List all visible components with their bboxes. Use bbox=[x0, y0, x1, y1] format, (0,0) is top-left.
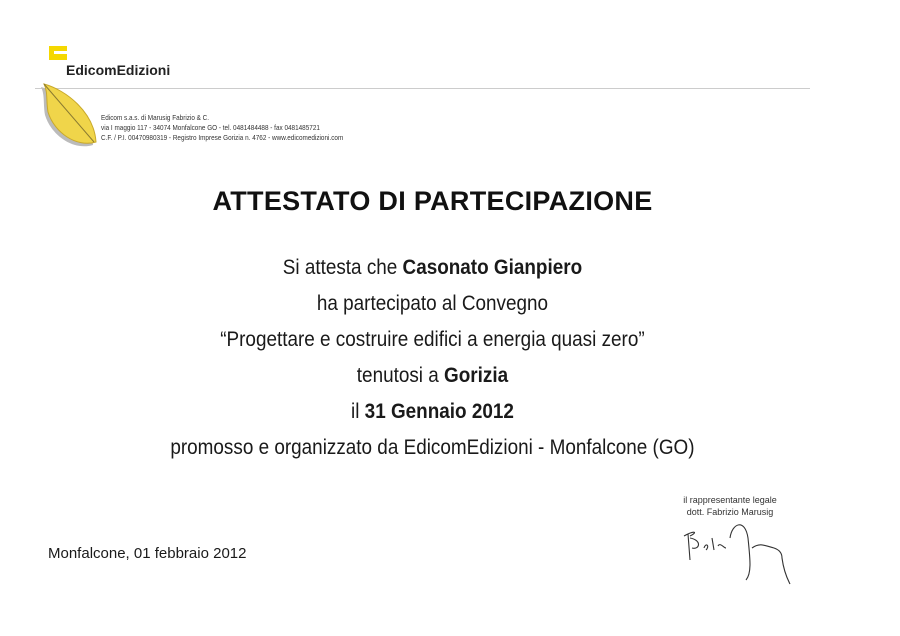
event-title: “Progettare e costruire edifici a energia quasi zero” bbox=[220, 328, 645, 351]
address-line-1: Edicom s.a.s. di Marusig Fabrizio & C. bbox=[101, 113, 210, 122]
logo-mark-icon bbox=[49, 46, 67, 60]
signature bbox=[670, 518, 800, 590]
address-line-3: C.F. / P.I. 00470980319 - Registro Imprese Gorizia n. 4762 - www.edicomedizioni.com bbox=[101, 133, 344, 142]
attest-line bbox=[43, 256, 822, 280]
event-city: Gorizia bbox=[444, 364, 509, 387]
attest-text: Si attesta che bbox=[282, 256, 403, 279]
participant-name: Casonato Gianpiero bbox=[402, 256, 583, 279]
leaf-icon bbox=[36, 82, 101, 152]
organizer-line: promosso e organizzato da EdicomEdizioni - Monfalcone (GO) bbox=[170, 436, 695, 459]
issue-place-date: Monfalcone, 01 febbraio 2012 bbox=[48, 545, 247, 562]
event-date: 31 Gennaio 2012 bbox=[364, 400, 514, 423]
brand-name: EdicomEdizioni bbox=[66, 62, 171, 78]
date-line bbox=[43, 400, 822, 424]
date-text: il bbox=[351, 400, 365, 423]
certificate-title: ATTESTATO DI PARTECIPAZIONE bbox=[212, 186, 653, 216]
signer-role: il rappresentante legale bbox=[683, 495, 777, 505]
header-divider bbox=[35, 88, 810, 89]
signer-name: dott. Fabrizio Marusig bbox=[686, 507, 774, 517]
address-line-2: via I maggio 117 - 34074 Monfalcone GO - tel. 0481484488 - fax 0481485721 bbox=[101, 123, 320, 132]
location-line bbox=[43, 364, 822, 388]
location-text: tenutosi a bbox=[356, 364, 445, 387]
participation-line: ha partecipato al Convegno bbox=[316, 292, 549, 315]
